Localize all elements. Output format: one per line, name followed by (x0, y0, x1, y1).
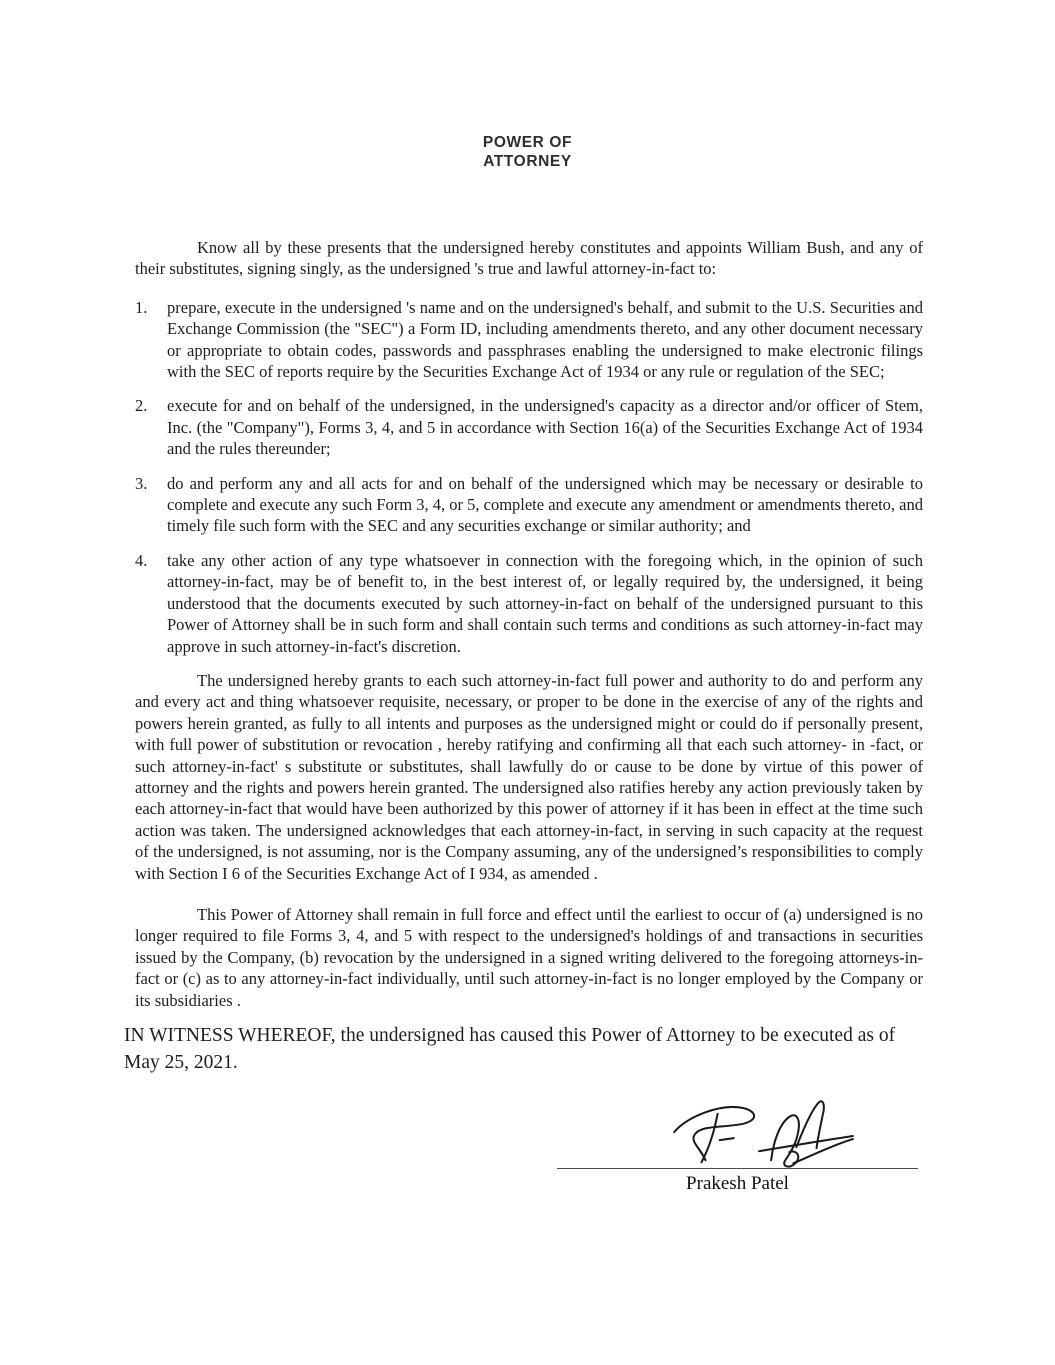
signatory-name: Prakesh Patel (686, 1173, 789, 1194)
termination-paragraph: This Power of Attorney shall remain in full force and effect until the earliest to occur of (a) undersigned is no longer required to file Forms 3, 4, and 5 with respect to the undersigned's holdings of and transactions in securities issued by the Company, (b) revocation by the undersigned in a signed writing delivered to the foregoing attorneys-in- fact or (c) as to any attorney-in-fact individually, until such attorney-in-fact is no longer employed by the Company or its subsidiaries . (135, 904, 923, 1010)
title-line-1: POWER OF (482, 134, 573, 151)
document-body (124, 237, 923, 1230)
item-text: execute for and on behalf of the undersigned, in the undersigned's capacity as a director and/or officer of Stem, Inc. (the "Company"), Forms 3, 4, and 5 in accordance with Section 16(a) of the Securities Exchange Act of 1934 and the rules thereunder; (167, 396, 923, 459)
list-item-3 (135, 473, 923, 537)
list-item-1 (135, 297, 923, 383)
signature-image (653, 1090, 865, 1172)
item-text: take any other action of any type whatsoever in connection with the foregoing which, in the opinion of such attorney-in-fact, may be of benefit to, in the best interest of, or legally required by, the undersigned, it being understood that the documents executed by such attorney-in-fact on behalf of the undersigned pursuant to this Power of Attorney shall be in such form and shall contain such terms and conditions as such attorney-in-fact may approve in such attorney-in-fact's discretion. (167, 550, 923, 656)
document-title (0, 133, 1055, 171)
item-number: 1. (135, 297, 148, 317)
item-number: 2. (135, 396, 148, 416)
item-number: 4. (135, 550, 148, 570)
grant-paragraph: The undersigned hereby grants to each such attorney-in-fact full power and authority to do and perform any and every act and thing whatsoever requisite, necessary, or proper to be done in the exercise of any of the rights and powers herein granted, as fully to all intents and purposes as the undersigned might or could do if personally present, with full power of substitution or revocation , hereby ratifying and confirming all that each such attorney- in -fact, or such attorney-in-fact' s substitute or substitutes, shall lawfully do or cause to be done by virtue of this power of attorney and the rights and powers herein granted. The undersigned also ratifies hereby any action previously taken by each attorney-in-fact that would have been authorized by this power of attorney if it has been in effect at the time such action was taken. The undersigned acknowledges that each attorney-in-fact, in serving in such capacity at the request of the undersigned, is not assuming, nor is the Company assuming, any of the undersigned’s responsibilities to comply with Section I 6 of the Securities Exchange Act of I 934, as amended . (135, 670, 923, 883)
witness-clause: IN WITNESS WHEREOF, the undersigned has caused this Power of Attorney to be executed as of May 25, 2021. (124, 1025, 896, 1073)
signature-line (557, 1168, 918, 1194)
item-number: 3. (135, 473, 148, 493)
poa-items-list (135, 297, 923, 657)
item-text: do and perform any and all acts for and on behalf of the undersigned which may be necessary or desirable to complete and execute any such Form 3, 4, or 5, complete and execute any amendment or amendments thereto, and timely file such form with the SEC and any securities exchange or similar authority; and (167, 473, 923, 536)
signature-block (135, 1090, 923, 1230)
title-line-2: ATTORNEY (483, 153, 572, 170)
list-item-2 (135, 395, 923, 459)
opening-paragraph: Know all by these presents that the undersigned hereby constitutes and appoints William Bush, and any of their substitutes, signing singly, as the undersigned 's true and lawful attorney-in-fact to: (135, 238, 923, 279)
list-item-4 (135, 550, 923, 657)
item-text: prepare, execute in the undersigned 's name and on the undersigned's behalf, and submit to the U.S. Securities and Exchange Commission (the "SEC") a Form ID, including amendments thereto, and any other document necessary or appropriate to obtain codes, passwords and passphrases enabling the undersigned to make electronic filings with the SEC of reports require by the Securities Exchange Act of 1934 or any rule or regulation of the SEC; (167, 297, 923, 382)
